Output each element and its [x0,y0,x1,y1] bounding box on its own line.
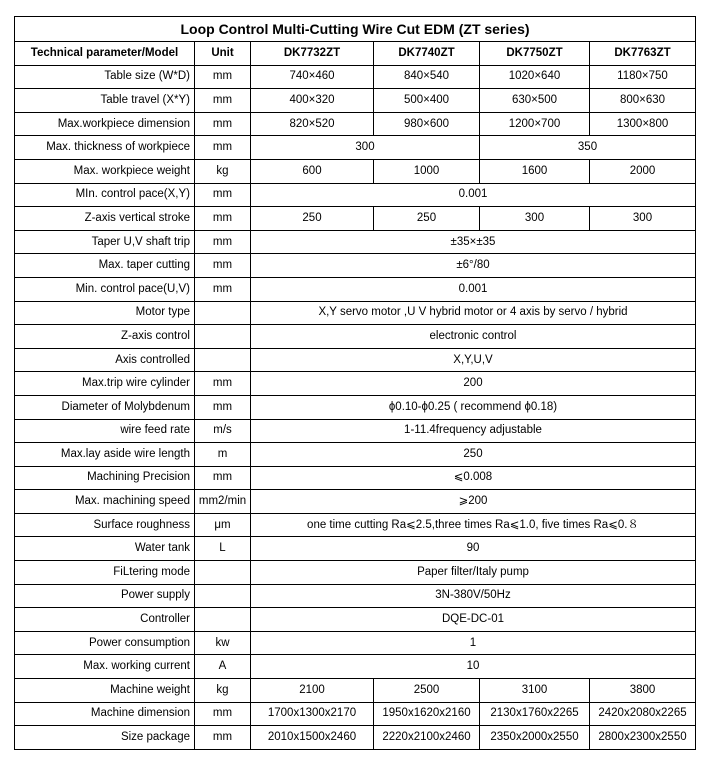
table-row [15,679,696,703]
unit-cell: mm [195,136,251,160]
table-row [15,395,696,419]
value-cell: 630×500 [480,89,590,113]
unit-cell: kg [195,159,251,183]
table-row [15,254,696,278]
unit-cell: mm [195,726,251,750]
table-row [15,230,696,254]
unit-cell: mm [195,277,251,301]
value-cell: ±6°/80 [251,254,696,278]
unit-cell: mm [195,207,251,231]
param-cell: Max.trip wire cylinder [15,372,195,396]
param-cell: Power consumption [15,631,195,655]
param-cell: Max. thickness of workpiece [15,136,195,160]
value-cell: 1300×800 [590,112,696,136]
param-cell: Water tank [15,537,195,561]
param-cell: Machining Precision [15,466,195,490]
unit-cell: L [195,537,251,561]
param-cell: Max. workpiece weight [15,159,195,183]
table-row [15,702,696,726]
value-cell: 1200×700 [480,112,590,136]
value-cell: 90 [251,537,696,561]
unit-cell: m/s [195,419,251,443]
value-cell: electronic control [251,325,696,349]
unit-cell: kw [195,631,251,655]
table-row [15,207,696,231]
value-cell: 300 [590,207,696,231]
table-row [15,136,696,160]
unit-cell: mm [195,112,251,136]
param-cell: Motor type [15,301,195,325]
value-cell: 2500 [374,679,480,703]
value-cell: 800×630 [590,89,696,113]
value-cell: ⩽0.008 [251,466,696,490]
unit-cell [195,348,251,372]
unit-cell: mm [195,230,251,254]
param-cell: FiLtering mode [15,561,195,585]
unit-cell [195,608,251,632]
value-cell: 820×520 [251,112,374,136]
table-row [15,466,696,490]
table-row [15,443,696,467]
unit-cell: mm [195,89,251,113]
table-row [15,631,696,655]
value-cell: 2220x2100x2460 [374,726,480,750]
param-cell: Controller [15,608,195,632]
value-cell: 2350x2000x2550 [480,726,590,750]
table-row [15,159,696,183]
unit-cell: A [195,655,251,679]
value-cell: 250 [251,207,374,231]
header-row [15,42,696,66]
value-cell: X,Y,U,V [251,348,696,372]
table-row [15,112,696,136]
table-row [15,561,696,585]
value-cell: 250 [251,443,696,467]
header-model: DK7740ZT [374,42,480,66]
value-cell: 0.001 [251,277,696,301]
value-cell: 740×460 [251,65,374,89]
table-row [15,65,696,89]
value-cell: 200 [251,372,696,396]
spec-table [14,16,696,750]
param-cell: Table travel (X*Y) [15,89,195,113]
table-title: Loop Control Multi-Cutting Wire Cut EDM (ZT series) [15,17,696,42]
unit-cell [195,301,251,325]
param-cell: Max.workpiece dimension [15,112,195,136]
value-cell: 300 [480,207,590,231]
table-row [15,608,696,632]
value-cell: 350 [480,136,696,160]
value-cell: 2000 [590,159,696,183]
unit-cell: mm [195,395,251,419]
unit-cell [195,561,251,585]
param-cell: wire feed rate [15,419,195,443]
value-cell: 500×400 [374,89,480,113]
table-row [15,584,696,608]
value-cell: 2420x2080x2265 [590,702,696,726]
value-cell: 1180×750 [590,65,696,89]
value-cell: X,Y servo motor ,U V hybrid motor or 4 axis by servo / hybrid [251,301,696,325]
header-model: DK7763ZT [590,42,696,66]
value-cell: 3N-380V/50Hz [251,584,696,608]
param-cell: Machine dimension [15,702,195,726]
value-cell: ±35×±35 [251,230,696,254]
title-row [15,17,696,42]
value-cell: 2010x1500x2460 [251,726,374,750]
param-cell: Power supply [15,584,195,608]
value-cell: 1600 [480,159,590,183]
value-cell: 1950x1620x2160 [374,702,480,726]
unit-cell: m [195,443,251,467]
table-row [15,490,696,514]
param-cell: Axis controlled [15,348,195,372]
param-cell: MIn. control pace(X,Y) [15,183,195,207]
table-body [15,65,696,749]
param-cell: Size package [15,726,195,750]
value-cell: 1-11.4frequency adjustable [251,419,696,443]
value-cell: 2130x1760x2265 [480,702,590,726]
value-cell: 300 [251,136,480,160]
table-row [15,726,696,750]
unit-cell: mm [195,254,251,278]
spec-table-container [14,16,696,750]
table-row [15,348,696,372]
value-cell: 400×320 [251,89,374,113]
table-row [15,277,696,301]
value-cell: 3800 [590,679,696,703]
value-cell: 2100 [251,679,374,703]
param-cell: Table size (W*D) [15,65,195,89]
table-row [15,513,696,537]
unit-cell: μm [195,513,251,537]
value-cell: 1020×640 [480,65,590,89]
param-cell: Machine weight [15,679,195,703]
table-row [15,372,696,396]
value-cell: one time cutting Ra⩽2.5,three times Ra⩽1.0, five times Ra⩽0.８ [251,513,696,537]
value-cell: 600 [251,159,374,183]
param-cell: Min. control pace(U,V) [15,277,195,301]
header-unit: Unit [195,42,251,66]
unit-cell: mm [195,466,251,490]
param-cell: Max. machining speed [15,490,195,514]
value-cell: 1000 [374,159,480,183]
param-cell: Z-axis vertical stroke [15,207,195,231]
value-cell: ⩾200 [251,490,696,514]
table-row [15,655,696,679]
table-row [15,537,696,561]
param-cell: Taper U,V shaft trip [15,230,195,254]
value-cell: 250 [374,207,480,231]
value-cell: 1 [251,631,696,655]
value-cell: 980×600 [374,112,480,136]
value-cell: Paper filter/Italy pump [251,561,696,585]
table-row [15,301,696,325]
param-cell: Max.lay aside wire length [15,443,195,467]
value-cell: 840×540 [374,65,480,89]
value-cell: ϕ0.10-ϕ0.25 ( recommend ϕ0.18) [251,395,696,419]
table-row [15,419,696,443]
unit-cell: kg [195,679,251,703]
unit-cell [195,325,251,349]
header-param: Technical parameter/Model [15,42,195,66]
value-cell: 0.001 [251,183,696,207]
value-cell: 1700x1300x2170 [251,702,374,726]
unit-cell: mm [195,183,251,207]
param-cell: Diameter of Molybdenum [15,395,195,419]
table-row [15,89,696,113]
unit-cell: mm [195,702,251,726]
table-row [15,183,696,207]
table-row [15,325,696,349]
value-cell: 3100 [480,679,590,703]
param-cell: Surface roughness [15,513,195,537]
unit-cell: mm [195,372,251,396]
value-cell: 2800x2300x2550 [590,726,696,750]
param-cell: Max. working current [15,655,195,679]
unit-cell: mm2/min [195,490,251,514]
value-cell: DQE-DC-01 [251,608,696,632]
header-model: DK7750ZT [480,42,590,66]
header-model: DK7732ZT [251,42,374,66]
param-cell: Z-axis control [15,325,195,349]
unit-cell: mm [195,65,251,89]
unit-cell [195,584,251,608]
value-cell: 10 [251,655,696,679]
param-cell: Max. taper cutting [15,254,195,278]
